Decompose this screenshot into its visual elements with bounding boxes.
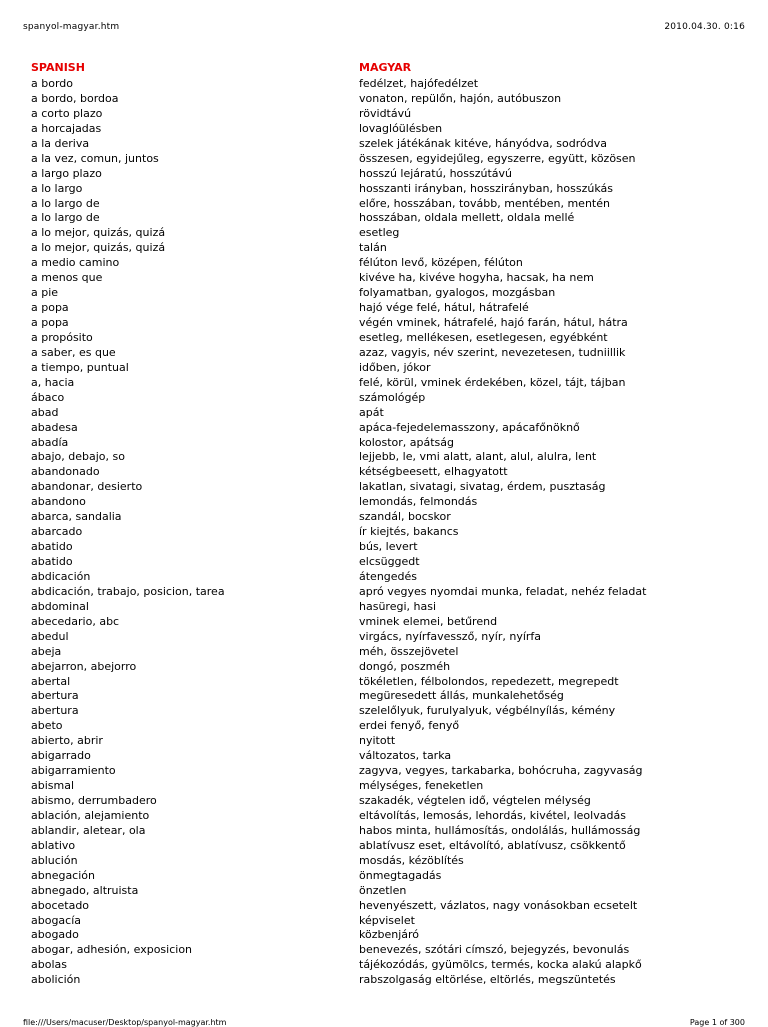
table-row bbox=[31, 525, 731, 540]
magyar-translation: bús, levert bbox=[359, 540, 418, 554]
magyar-translation: vminek elemei, betűrend bbox=[359, 614, 498, 628]
spanish-term: abad bbox=[31, 405, 59, 419]
magyar-translation: önmegtagadás bbox=[359, 868, 442, 882]
table-row bbox=[31, 122, 731, 137]
table-row bbox=[31, 884, 731, 899]
magyar-translation: szandál, bocskor bbox=[359, 510, 451, 524]
table-row bbox=[31, 689, 731, 704]
spanish-term: a largo plazo bbox=[31, 166, 102, 180]
spanish-term: abolas bbox=[31, 958, 67, 972]
spanish-term: abertura bbox=[31, 689, 79, 703]
table-row bbox=[31, 331, 731, 346]
magyar-translation: megüresedett állás, munkalehetőség bbox=[359, 689, 564, 703]
table-row bbox=[31, 914, 731, 929]
table-row bbox=[31, 167, 731, 182]
spanish-term: abogacía bbox=[31, 913, 82, 927]
spanish-term: a menos que bbox=[31, 271, 103, 285]
spanish-term: abocetado bbox=[31, 898, 90, 912]
magyar-translation: apáca-fejedelemasszony, apácafőnöknő bbox=[359, 420, 580, 434]
spanish-term: abdominal bbox=[31, 599, 89, 613]
magyar-translation: kivéve ha, kivéve hogyha, hacsak, ha nem bbox=[359, 271, 594, 285]
spanish-term: abdicación bbox=[31, 569, 91, 583]
spanish-term: a tiempo, puntual bbox=[31, 360, 129, 374]
spanish-term: abeja bbox=[31, 644, 62, 658]
table-row bbox=[31, 630, 731, 645]
spanish-term: abejarron, abejorro bbox=[31, 659, 137, 673]
magyar-translation: nyitott bbox=[359, 734, 396, 748]
magyar-translation: apát bbox=[359, 405, 384, 419]
table-row bbox=[31, 749, 731, 764]
table-row bbox=[31, 92, 731, 107]
magyar-translation: zagyva, vegyes, tarkabarka, bohócruha, zagyvaság bbox=[359, 764, 643, 778]
magyar-translation: lakatlan, sivatagi, sivatag, érdem, pusztaság bbox=[359, 480, 606, 494]
spanish-term: abandonar, desierto bbox=[31, 480, 143, 494]
magyar-translation: hajó vége felé, hátul, hátrafelé bbox=[359, 301, 529, 315]
column-header-magyar: MAGYAR bbox=[359, 61, 412, 74]
table-row bbox=[31, 495, 731, 510]
spanish-term: abdicación, trabajo, posicion, tarea bbox=[31, 584, 225, 598]
table-row bbox=[31, 585, 731, 600]
spanish-term: a popa bbox=[31, 316, 69, 329]
magyar-translation: hasüregi, hasi bbox=[359, 599, 436, 613]
magyar-translation: felé, körül, vminek érdekében, közel, tájt, tájban bbox=[359, 375, 626, 389]
magyar-translation: tökéletlen, félbolondos, repedezett, megrepedt bbox=[359, 674, 619, 688]
table-row bbox=[31, 958, 731, 973]
magyar-translation: végén vminek, hátrafelé, hajó farán, hátul, hátra bbox=[359, 316, 628, 329]
table-row bbox=[31, 734, 731, 749]
table-row bbox=[31, 719, 731, 734]
magyar-translation: szelek játékának kitéve, hányódva, sodródva bbox=[359, 136, 607, 150]
table-row bbox=[31, 809, 731, 824]
table-row bbox=[31, 480, 731, 495]
page-header-timestamp: 2010.04.30. 0:16 bbox=[664, 22, 745, 32]
magyar-translation: önzetlen bbox=[359, 883, 407, 897]
magyar-translation: lejjebb, le, vmi alatt, alant, alul, alulra, lent bbox=[359, 450, 597, 464]
spanish-term: a, hacia bbox=[31, 375, 75, 389]
table-row bbox=[31, 510, 731, 525]
magyar-translation: elcsüggedt bbox=[359, 555, 420, 568]
spanish-term: ábaco bbox=[31, 390, 65, 404]
table-row bbox=[31, 779, 731, 794]
table-row bbox=[31, 570, 731, 585]
spanish-term: abigarramiento bbox=[31, 764, 116, 778]
spanish-term: abajo, debajo, so bbox=[31, 450, 125, 464]
table-row bbox=[31, 973, 731, 988]
table-row bbox=[31, 869, 731, 884]
magyar-translation: ír kiejtés, bakancs bbox=[359, 525, 459, 539]
spanish-term: a la vez, comun, juntos bbox=[31, 151, 159, 165]
magyar-translation: képviselet bbox=[359, 913, 415, 927]
table-row bbox=[31, 271, 731, 286]
spanish-term: abierto, abrir bbox=[31, 734, 103, 748]
magyar-translation: vonaton, repülőn, hajón, autóbuszon bbox=[359, 91, 562, 105]
table-row bbox=[31, 137, 731, 152]
magyar-translation: méh, összejövetel bbox=[359, 644, 459, 658]
table-row bbox=[31, 704, 731, 719]
table-row bbox=[31, 107, 731, 122]
magyar-translation: mélységes, feneketlen bbox=[359, 779, 484, 793]
table-row bbox=[31, 182, 731, 197]
magyar-translation: hosszában, oldala mellett, oldala mellé bbox=[359, 211, 575, 225]
magyar-translation: szakadék, végtelen idő, végtelen mélység bbox=[359, 794, 591, 807]
table-row bbox=[31, 854, 731, 869]
spanish-term: abandonado bbox=[31, 465, 100, 479]
spanish-term: a horcajadas bbox=[31, 121, 102, 135]
spanish-term: ablución bbox=[31, 853, 78, 867]
magyar-translation: eltávolítás, lemosás, lehordás, kivétel, leolvadás bbox=[359, 808, 626, 822]
spanish-term: abnegado, altruista bbox=[31, 883, 139, 897]
spanish-term: a lo largo de bbox=[31, 196, 100, 210]
column-header-spanish: SPANISH bbox=[31, 61, 85, 74]
table-row bbox=[31, 391, 731, 406]
magyar-translation: folyamatban, gyalogos, mozgásban bbox=[359, 286, 556, 300]
spanish-term: abogado bbox=[31, 928, 79, 942]
table-row bbox=[31, 301, 731, 316]
spanish-term: abedul bbox=[31, 629, 69, 643]
magyar-translation: összesen, egyidejűleg, egyszerre, együtt, közösen bbox=[359, 151, 636, 165]
spanish-term: a bordo bbox=[31, 77, 73, 90]
table-row bbox=[31, 346, 731, 361]
spanish-term: abnegación bbox=[31, 868, 95, 882]
table-row bbox=[31, 555, 731, 570]
page-footer-path: file:///Users/macuser/Desktop/spanyol-magyar.htm bbox=[23, 1018, 227, 1027]
magyar-translation: kétségbeesett, elhagyatott bbox=[359, 465, 508, 479]
spanish-term: abogar, adhesión, exposicion bbox=[31, 943, 193, 957]
table-row bbox=[31, 928, 731, 943]
table-row bbox=[31, 77, 731, 92]
table-row bbox=[31, 316, 731, 331]
table-row bbox=[31, 256, 731, 271]
table-row bbox=[31, 226, 731, 241]
table-row bbox=[31, 764, 731, 779]
spanish-term: abadía bbox=[31, 435, 69, 449]
spanish-term: ablativo bbox=[31, 838, 76, 852]
spanish-term: abigarrado bbox=[31, 749, 91, 763]
magyar-translation: azaz, vagyis, név szerint, nevezetesen, tudniillik bbox=[359, 345, 626, 359]
table-row bbox=[31, 361, 731, 376]
magyar-translation: számológép bbox=[359, 390, 426, 404]
table-row bbox=[31, 645, 731, 660]
page-header-filename: spanyol-magyar.htm bbox=[23, 22, 120, 32]
magyar-translation: lovaglóülésben bbox=[359, 121, 443, 135]
magyar-translation: esetleg bbox=[359, 226, 400, 240]
spanish-term: a corto plazo bbox=[31, 106, 103, 120]
spanish-term: abismal bbox=[31, 779, 75, 793]
magyar-translation: erdei fenyő, fenyő bbox=[359, 719, 460, 733]
table-row bbox=[31, 241, 731, 256]
magyar-translation: hosszanti irányban, hosszirányban, hosszúkás bbox=[359, 181, 613, 195]
spanish-term: a lo mejor, quizás, quizá bbox=[31, 241, 166, 255]
spanish-term: a lo largo de bbox=[31, 211, 100, 225]
magyar-translation: hosszú lejáratú, hosszútávú bbox=[359, 166, 513, 180]
spanish-term: a pie bbox=[31, 286, 59, 300]
table-row bbox=[31, 600, 731, 615]
table-row bbox=[31, 152, 731, 167]
spanish-term: abecedario, abc bbox=[31, 614, 120, 628]
spanish-term: abadesa bbox=[31, 420, 78, 434]
magyar-translation: mosdás, kézöblítés bbox=[359, 853, 464, 867]
magyar-translation: rabszolgaság eltörlése, eltörlés, megszüntetés bbox=[359, 973, 616, 987]
magyar-translation: előre, hosszában, tovább, mentében, mentén bbox=[359, 196, 610, 210]
spanish-term: abatido bbox=[31, 555, 73, 568]
dictionary-rows bbox=[31, 77, 731, 988]
spanish-term: a lo mejor, quizás, quizá bbox=[31, 226, 166, 240]
spanish-term: abertal bbox=[31, 674, 71, 688]
table-row bbox=[31, 824, 731, 839]
table-row bbox=[31, 899, 731, 914]
spanish-term: abeto bbox=[31, 719, 63, 733]
magyar-translation: rövidtávú bbox=[359, 106, 412, 120]
magyar-translation: fedélzet, hajófedélzet bbox=[359, 77, 479, 90]
magyar-translation: időben, jókor bbox=[359, 360, 431, 374]
spanish-term: abismo, derrumbadero bbox=[31, 794, 157, 807]
magyar-translation: hevenyészett, vázlatos, nagy vonásokban ecsetelt bbox=[359, 898, 638, 912]
table-row bbox=[31, 436, 731, 451]
spanish-term: a saber, es que bbox=[31, 345, 116, 359]
table-row bbox=[31, 794, 731, 809]
table-row bbox=[31, 197, 731, 212]
magyar-translation: talán bbox=[359, 241, 387, 255]
spanish-term: a propósito bbox=[31, 330, 93, 344]
magyar-translation: apró vegyes nyomdai munka, feladat, nehéz feladat bbox=[359, 584, 647, 598]
magyar-translation: átengedés bbox=[359, 569, 418, 583]
spanish-term: ablandir, aletear, ola bbox=[31, 823, 146, 837]
table-row bbox=[31, 450, 731, 465]
table-row bbox=[31, 839, 731, 854]
table-row bbox=[31, 211, 731, 226]
spanish-term: a medio camino bbox=[31, 256, 120, 270]
magyar-translation: dongó, poszméh bbox=[359, 659, 451, 673]
magyar-translation: változatos, tarka bbox=[359, 749, 452, 763]
table-row bbox=[31, 406, 731, 421]
magyar-translation: szelelőlyuk, furulyalyuk, végbélnyílás, kémény bbox=[359, 704, 616, 718]
spanish-term: abertura bbox=[31, 704, 79, 718]
table-row bbox=[31, 421, 731, 436]
spanish-term: a bordo, bordoa bbox=[31, 91, 119, 105]
magyar-translation: félúton levő, középen, félúton bbox=[359, 256, 523, 270]
table-row bbox=[31, 660, 731, 675]
magyar-translation: virgács, nyírfavessző, nyír, nyírfa bbox=[359, 629, 542, 643]
spanish-term: abarcado bbox=[31, 525, 83, 539]
magyar-translation: közbenjáró bbox=[359, 928, 420, 942]
table-row bbox=[31, 286, 731, 301]
table-row bbox=[31, 465, 731, 480]
spanish-term: abandono bbox=[31, 495, 86, 509]
spanish-term: abatido bbox=[31, 540, 73, 554]
magyar-translation: lemondás, felmondás bbox=[359, 495, 478, 509]
spanish-term: a la deriva bbox=[31, 136, 90, 150]
magyar-translation: esetleg, mellékesen, esetlegesen, egyébként bbox=[359, 330, 608, 344]
table-row bbox=[31, 675, 731, 690]
spanish-term: abarca, sandalia bbox=[31, 510, 122, 524]
table-row bbox=[31, 376, 731, 391]
magyar-translation: kolostor, apátság bbox=[359, 435, 455, 449]
magyar-translation: benevezés, szótári címszó, bejegyzés, bevonulás bbox=[359, 943, 630, 957]
spanish-term: abolición bbox=[31, 973, 81, 987]
magyar-translation: ablatívusz eset, eltávolító, ablatívusz, csökkentő bbox=[359, 838, 626, 852]
spanish-term: ablación, alejamiento bbox=[31, 808, 150, 822]
table-row bbox=[31, 943, 731, 958]
table-row bbox=[31, 615, 731, 630]
table-row bbox=[31, 540, 731, 555]
magyar-translation: habos minta, hullámosítás, ondolálás, hullámosság bbox=[359, 823, 641, 837]
spanish-term: a lo largo bbox=[31, 181, 83, 195]
page-footer-page-number: Page 1 of 300 bbox=[689, 1018, 745, 1027]
spanish-term: a popa bbox=[31, 301, 69, 315]
magyar-translation: tájékozódás, gyümölcs, termés, kocka alakú alapkő bbox=[359, 958, 642, 972]
